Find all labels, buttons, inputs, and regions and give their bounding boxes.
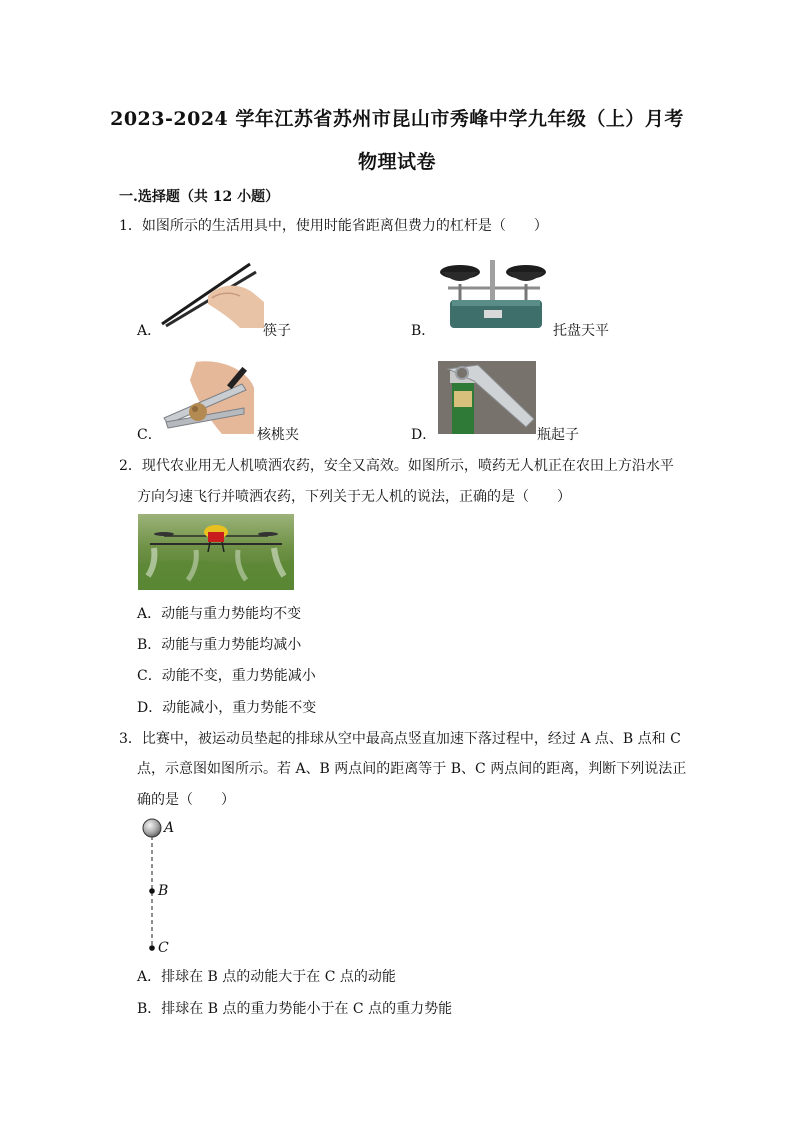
- spraying-drone-image: [138, 514, 294, 590]
- q2-option-a[interactable]: A．动能与重力势能均不变: [137, 606, 302, 622]
- chopsticks-image: [160, 258, 265, 328]
- page-title: 2023-2024 学年江苏省苏州市昆山市秀峰中学九年级（上）月考: [110, 108, 684, 130]
- question-2-stem-line-1: 2．现代农业用无人机喷洒农药，安全又高效。如图所示，喷药无人机正在农田上方沿水平: [119, 458, 674, 474]
- q1-option-d-caption: 瓶起子: [537, 427, 579, 443]
- q1-option-b-caption: 托盘天平: [553, 323, 609, 339]
- point-b-label: B: [158, 883, 169, 899]
- q2-option-b[interactable]: B．动能与重力势能均减小: [137, 637, 302, 653]
- q1-option-b-letter[interactable]: B．: [411, 323, 436, 339]
- point-a-label: A: [164, 820, 175, 836]
- question-3-stem-line-3: 确的是（ ）: [137, 792, 235, 808]
- question-3-stem-line-2: 点，示意图如图所示。若 A、B 两点间的距离等于 B、C 两点间的距离，判断下列说法正: [137, 761, 687, 777]
- q3-option-a[interactable]: A．排球在 B 点的动能大于在 C 点的动能: [137, 969, 396, 985]
- q1-option-d-letter[interactable]: D．: [411, 427, 437, 443]
- nutcracker-image: [162, 358, 254, 434]
- bottle-opener-image: [438, 361, 536, 434]
- q1-option-a-letter[interactable]: A．: [137, 323, 162, 339]
- q2-option-c[interactable]: C．动能不变，重力势能减小: [137, 668, 316, 684]
- q1-option-c-letter[interactable]: C．: [137, 427, 162, 443]
- q3-option-b[interactable]: B．排球在 B 点的重力势能小于在 C 点的重力势能: [137, 1001, 453, 1017]
- page-subtitle: 物理试卷: [357, 151, 436, 173]
- point-c-label: C: [158, 940, 169, 956]
- question-2-stem-line-2: 方向匀速飞行并喷洒农药，下列关于无人机的说法，正确的是（ ）: [137, 489, 571, 505]
- question-3-stem-line-1: 3．比赛中，被运动员垫起的排球从空中最高点竖直加速下落过程中，经过 A 点、B 点和 C: [119, 731, 681, 747]
- q1-option-c-caption: 核桃夹: [257, 427, 299, 443]
- q1-option-a-caption: 筷子: [263, 323, 291, 339]
- section-heading: 一.选择题（共 12 小题）: [119, 189, 280, 205]
- question-1-stem: 1．如图所示的生活用具中，使用时能省距离但费力的杠杆是（ ）: [119, 218, 548, 234]
- q2-option-d[interactable]: D．动能减小，重力势能不变: [137, 700, 317, 716]
- tray-balance-image: [438, 256, 550, 330]
